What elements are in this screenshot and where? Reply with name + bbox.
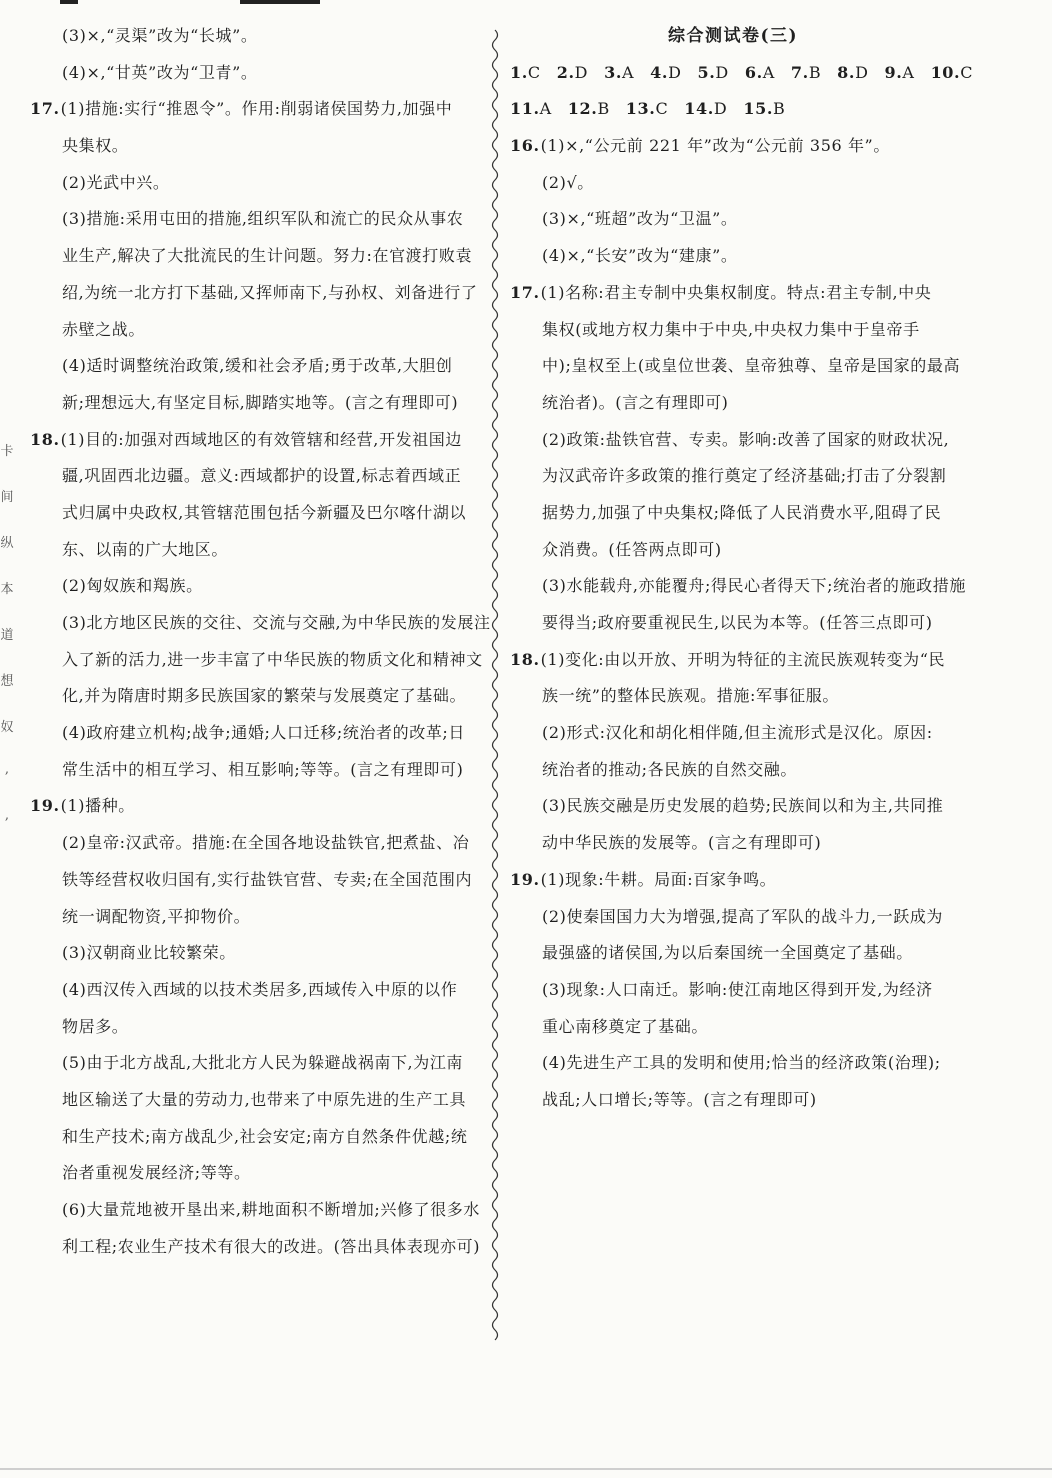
mc-answer bbox=[650, 55, 681, 92]
answer-line: 统治者的推动;各民族的自然交融。 bbox=[542, 759, 797, 779]
answer-line: 新;理想远大,有坚定目标,脚踏实地等。(言之有理即可) bbox=[62, 392, 459, 412]
mc-answer bbox=[510, 91, 552, 128]
answer-line: (6)大量荒地被开垦出来,耕地面积不断增加;兴修了很多水 bbox=[62, 1200, 480, 1219]
answer-line: (3)措施:采用屯田的措施,组织军队和流亡的民众从事农 bbox=[62, 209, 464, 229]
question-number: 17. bbox=[30, 99, 60, 119]
answer-text: (1)变化:由以开放、开明为特征的主流民族观转变为“民 bbox=[540, 649, 946, 669]
answer-line: (2)政策:盐铁官营、专卖。影响:改善了国家的财政状况, bbox=[542, 429, 950, 449]
mc-choice: A bbox=[622, 62, 635, 82]
margin-char: 纵 bbox=[0, 536, 14, 551]
question-number: 19. bbox=[30, 796, 60, 816]
answer-line: 常生活中的相互学习、相互影响;等等。(言之有理即可) bbox=[62, 759, 464, 779]
mc-choice: B bbox=[597, 99, 610, 119]
answer-line: 战乱;人口增长;等等。(言之有理即可) bbox=[542, 1089, 817, 1109]
answer-line: (2)形式:汉化和胡化相伴随,但主流形式是汉化。原因: bbox=[542, 723, 933, 743]
q16-tail-line-4: (4)×,“甘英”改为“卫青”。 bbox=[62, 62, 258, 82]
answer-line: (3)现象:人口南迁。影响:使江南地区得到开发,为经济 bbox=[542, 979, 933, 999]
question-first-line bbox=[510, 128, 956, 165]
answer-line: 地区输送了大量的劳动力,也带来了中原先进的生产工具 bbox=[62, 1089, 467, 1109]
mc-choice: A bbox=[762, 62, 775, 82]
mc-answer bbox=[885, 55, 915, 92]
q16-tail-line-3: (3)×,“灵渠”改为“长城”。 bbox=[62, 26, 258, 45]
mc-choice: C bbox=[655, 99, 669, 119]
answer-line: (2)匈奴族和羯族。 bbox=[62, 576, 203, 596]
mc-number: 2. bbox=[556, 62, 575, 82]
margin-char: 卡 bbox=[0, 444, 14, 459]
mc-number: 14. bbox=[684, 99, 714, 119]
left-column bbox=[30, 18, 491, 1265]
answer-line: (3)×,“班超”改为“卫温”。 bbox=[542, 209, 738, 229]
answer-line: (3)水能载舟,亦能覆舟;得民心者得天下;统治者的施政措施 bbox=[542, 576, 966, 596]
answer-text: (1)目的:加强对西域地区的有效管辖和经营,开发祖国边 bbox=[60, 429, 462, 449]
answer-line: 东、以南的广大地区。 bbox=[62, 539, 229, 559]
mc-answer bbox=[568, 91, 610, 128]
answer-line: (4)适时调整统治政策,缓和社会矛盾;勇于改革,大胆创 bbox=[62, 356, 453, 376]
mc-answer bbox=[684, 91, 727, 128]
answer-line: 治者重视发展经济;等等。 bbox=[62, 1163, 251, 1183]
answer-line: (3)汉朝商业比较繁荣。 bbox=[62, 943, 236, 963]
question-number: 19. bbox=[510, 869, 540, 889]
right-question-17 bbox=[510, 275, 966, 642]
answer-line: 赤壁之战。 bbox=[62, 319, 146, 339]
top-mark-left bbox=[60, 0, 78, 4]
right-column bbox=[510, 18, 974, 1119]
answer-line: 众消费。(任答两点即可) bbox=[542, 539, 722, 559]
left-question-18 bbox=[30, 422, 491, 789]
right-question-18 bbox=[510, 642, 956, 862]
answer-line: 绍,为统一北方打下基础,又挥师南下,与孙权、刘备进行了 bbox=[62, 282, 478, 302]
top-mark-center bbox=[240, 0, 320, 4]
question-number: 17. bbox=[510, 282, 540, 302]
left-question-17 bbox=[30, 91, 480, 421]
mc-choice: C bbox=[527, 62, 541, 82]
mc-number: 15. bbox=[743, 99, 773, 119]
mc-choice: B bbox=[808, 62, 822, 82]
page-bottom-edge bbox=[0, 1468, 1052, 1470]
mc-answer bbox=[743, 91, 785, 128]
mc-answer bbox=[837, 55, 868, 92]
answer-text: (1)措施:实行“推恩令”。作用:削弱诸侯国势力,加强中 bbox=[60, 99, 453, 119]
answer-line: (2)√。 bbox=[542, 172, 594, 192]
answer-line: 统一调配物资,平抑物价。 bbox=[62, 906, 251, 926]
answer-text: (1)播种。 bbox=[60, 796, 135, 816]
answer-line: 最强盛的诸侯国,为以后秦国统一全国奠定了基础。 bbox=[542, 943, 913, 963]
mc-choice: D bbox=[574, 62, 589, 82]
mc-choice: D bbox=[668, 62, 682, 82]
mc-number: 5. bbox=[697, 62, 716, 82]
mc-number: 12. bbox=[567, 99, 598, 119]
answer-line: 重心南移奠定了基础。 bbox=[542, 1016, 709, 1036]
mc-answer bbox=[510, 55, 541, 92]
mc-number: 4. bbox=[650, 62, 669, 82]
answer-line: 物居多。 bbox=[62, 1016, 129, 1036]
answer-line: 业生产,解决了大批流民的生计问题。努力:在官渡打败袁 bbox=[62, 246, 473, 266]
answer-line: (3)北方地区民族的交往、交流与交融,为中华民族的发展注 bbox=[62, 613, 491, 632]
mc-answer bbox=[626, 91, 668, 128]
question-first-line bbox=[30, 788, 480, 825]
answer-line: 入了新的活力,进一步丰富了中华民族的物质文化和精神文 bbox=[62, 649, 483, 669]
mc-number: 10. bbox=[930, 62, 961, 82]
answer-line: (5)由于北方战乱,大批北方人民为躲避战祸南下,为江南 bbox=[62, 1053, 464, 1073]
question-first-line bbox=[510, 642, 956, 679]
left-question-19 bbox=[30, 788, 480, 1265]
answer-line: 集权(或地方权力集中于中央,中央权力集中于皇帝手 bbox=[542, 319, 920, 339]
margin-char: 道 bbox=[0, 628, 14, 643]
answer-line: 和生产技术;南方战乱少,社会安定;南方自然条件优越;统 bbox=[62, 1126, 468, 1146]
mc-choice: B bbox=[773, 99, 786, 119]
question-first-line bbox=[30, 91, 480, 128]
question-number: 16. bbox=[510, 136, 540, 156]
mc-answers-row-2 bbox=[510, 91, 956, 128]
mc-answer bbox=[604, 55, 634, 92]
mc-answer bbox=[557, 55, 588, 92]
answer-line: 式归属中央政权,其管辖范围包括今新疆及巴尔喀什湖以 bbox=[62, 502, 467, 522]
answer-text: (1)×,“公元前 221 年”改为“公元前 356 年”。 bbox=[540, 136, 890, 156]
answer-line: (2)使秦国国力大为增强,提高了军队的战斗力,一跃成为 bbox=[542, 906, 944, 926]
mc-number: 9. bbox=[884, 62, 903, 82]
margin-char: 间 bbox=[0, 490, 14, 505]
answer-line: 为汉武帝许多政策的推行奠定了经济基础;打击了分裂割 bbox=[542, 466, 947, 486]
column-divider bbox=[488, 30, 502, 1340]
answer-line: (2)光武中兴。 bbox=[62, 172, 170, 192]
answer-line: 据势力,加强了中央集权;降低了人民消费水平,阻碍了民 bbox=[542, 502, 942, 522]
mc-answers-row-1 bbox=[510, 55, 974, 92]
answer-line: 央集权。 bbox=[62, 136, 129, 156]
right-question-19 bbox=[510, 862, 956, 1119]
answer-line: (4)西汉传入西域的以技术类居多,西域传入中原的以作 bbox=[62, 979, 458, 999]
mc-number: 11. bbox=[510, 99, 540, 119]
margin-char: 想 bbox=[0, 674, 14, 689]
mc-number: 1. bbox=[510, 62, 528, 82]
margin-char: , bbox=[4, 762, 10, 777]
question-first-line bbox=[510, 862, 956, 899]
answer-line: 铁等经营权收归国有,实行盐铁官营、专卖;在全国范围内 bbox=[62, 869, 473, 889]
margin-char: 本 bbox=[0, 582, 14, 597]
answer-line: (4)先进生产工具的发明和使用;恰当的经济政策(治理); bbox=[542, 1053, 941, 1073]
mc-number: 6. bbox=[744, 62, 763, 82]
mc-choice: D bbox=[713, 99, 728, 119]
answer-line: 统治者)。(言之有理即可) bbox=[542, 392, 729, 412]
mc-answer bbox=[745, 55, 775, 92]
answer-line: 族一统”的整体民族观。措施:军事征服。 bbox=[542, 686, 839, 706]
answer-line: (2)皇帝:汉武帝。措施:在全国各地设盐铁官,把煮盐、冶 bbox=[62, 833, 470, 853]
answer-line: (4)政府建立机构;战争;通婚;人口迁移;统治者的改革;日 bbox=[62, 723, 466, 743]
answer-text: (1)名称:君主专制中央集权制度。特点:君主专制,中央 bbox=[540, 282, 932, 302]
answer-line: (3)民族交融是历史发展的趋势;民族间以和为主,共同推 bbox=[542, 796, 944, 816]
margin-chars bbox=[0, 440, 14, 854]
mc-number: 13. bbox=[625, 99, 656, 119]
answer-line: 利工程;农业生产技术有很大的改进。(答出具体表现亦可) bbox=[62, 1236, 481, 1256]
mc-number: 3. bbox=[604, 62, 622, 82]
mc-answer bbox=[698, 55, 729, 92]
mc-choice: C bbox=[960, 62, 974, 82]
mc-choice: A bbox=[902, 62, 915, 82]
mc-choice: A bbox=[539, 99, 552, 119]
question-first-line bbox=[30, 422, 480, 459]
test-title: 综合测试卷(三) bbox=[667, 26, 799, 46]
margin-char: 奴 bbox=[0, 720, 14, 735]
mc-number: 8. bbox=[837, 62, 856, 82]
answer-line: 化,并为隋唐时期多民族国家的繁荣与发展奠定了基础。 bbox=[62, 686, 467, 706]
answer-line: 疆,巩固西北边疆。意义:西域都护的设置,标志着西域正 bbox=[62, 466, 462, 486]
question-number: 18. bbox=[510, 649, 540, 669]
mc-choice: D bbox=[715, 62, 729, 82]
question-number: 18. bbox=[30, 429, 60, 449]
mc-answer bbox=[791, 55, 821, 92]
answer-line: 要得当;政府要重视民生,以民为本等。(任答三点即可) bbox=[542, 613, 933, 632]
answer-line: (4)×,“长安”改为“建康”。 bbox=[542, 246, 738, 266]
answer-text: (1)现象:牛耕。局面:百家争鸣。 bbox=[540, 869, 777, 889]
right-question-16 bbox=[510, 128, 956, 275]
answer-line: 中);皇权至上(或皇位世袭、皇帝独尊、皇帝是国家的最高 bbox=[542, 356, 961, 376]
margin-char: , bbox=[4, 808, 10, 823]
answer-line: 动中华民族的发展等。(言之有理即可) bbox=[542, 833, 822, 853]
mc-number: 7. bbox=[790, 62, 809, 82]
question-first-line bbox=[510, 275, 956, 312]
mc-answer bbox=[931, 55, 973, 92]
mc-choice: D bbox=[855, 62, 869, 82]
